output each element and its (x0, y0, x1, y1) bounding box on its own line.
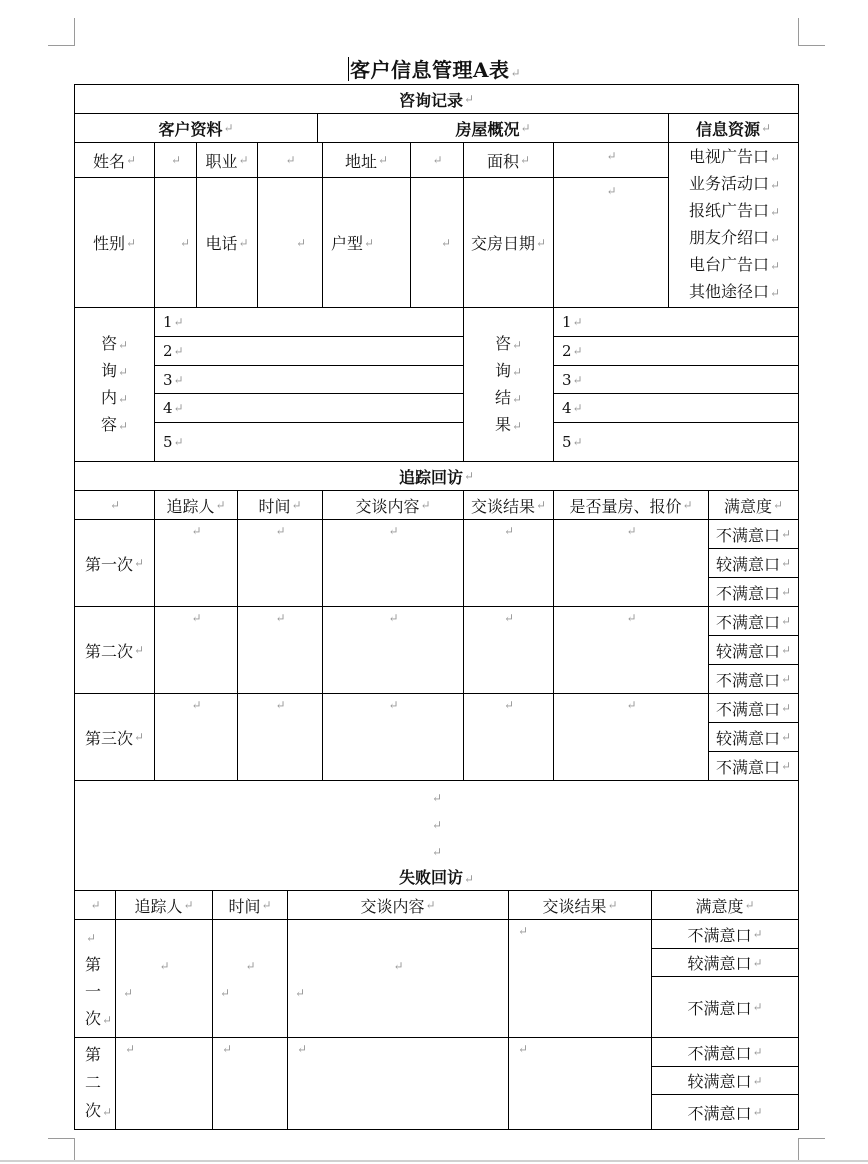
paragraph-mark-icon: ↵ (173, 372, 184, 387)
label-phone: 电话 ↵ (196, 177, 258, 308)
paragraph-mark-icon: ↵ (245, 958, 256, 973)
consult-result-line-1[interactable]: 1 ↵ (553, 307, 799, 337)
paragraph-mark-icon: ↵ (626, 611, 637, 625)
input-layout[interactable] (410, 177, 464, 308)
paragraph-mark-icon: ↵ (238, 153, 249, 167)
paragraph-mark-icon: ↵ (117, 364, 129, 379)
paragraph-mark-icon: ↵ (117, 337, 129, 352)
crop-mark-bottom-left-h (48, 1138, 75, 1139)
paragraph-mark-icon: ↵ (511, 337, 523, 352)
paragraph-mark-icon: ↵ (191, 524, 202, 538)
input-gender[interactable] (154, 177, 197, 308)
followup-row-3-measure-quote[interactable] (553, 693, 709, 781)
paragraph-mark-icon: ↵ (179, 235, 190, 250)
crop-mark-bottom-right-v (798, 1138, 799, 1160)
label-gender: 性别 ↵ (74, 177, 155, 308)
paragraph-mark-icon: ↵ (86, 931, 97, 945)
document-title[interactable]: 客户信息管理A表↵ (350, 58, 522, 82)
paragraph-mark-icon: ↵ (503, 611, 515, 625)
paragraph-mark-icon: ↵ (572, 344, 583, 358)
paragraph-mark-icon: ↵ (780, 643, 792, 657)
consult-content-line-4[interactable]: 4 ↵ (154, 393, 464, 423)
followup-row-2-tracker[interactable] (154, 606, 238, 694)
paragraph-mark-icon: ↵ (770, 232, 781, 246)
paragraph-mark-icon: ↵ (607, 898, 618, 912)
paragraph-mark-icon: ↵ (572, 435, 583, 449)
paragraph-mark-icon: ↵ (173, 315, 184, 329)
label-consult-content: 咨↵ 询↵ 内↵ 容↵ (74, 307, 155, 462)
followup-row-1-tracker[interactable] (154, 519, 238, 607)
paragraph-mark-icon: ↵ (760, 121, 772, 135)
paragraph-mark-icon: ↵ (117, 391, 129, 406)
followup-row-1-satisfaction-1[interactable]: 不满意口 ↵ (708, 519, 799, 549)
consult-result-line-3[interactable]: 3 ↵ (553, 365, 799, 394)
section-title-followup: 追踪回访 ↵ (74, 461, 799, 491)
paragraph-mark-icon: ↵ (133, 730, 145, 744)
paragraph-mark-icon: ↵ (215, 498, 226, 512)
crop-mark-top-right-v (798, 18, 799, 45)
label-delivery-date: 交房日期 ↵ (463, 177, 554, 308)
followup-row-3-result[interactable] (463, 693, 554, 781)
failed-row-2-label: 第 二 次↵ (74, 1037, 116, 1130)
paragraph-mark-icon: ↵ (626, 698, 637, 712)
followup-row-1-satisfaction-3[interactable]: 不满意口 ↵ (708, 577, 799, 607)
paragraph-mark-icon: ↵ (770, 205, 781, 219)
paragraph-mark-icon: ↵ (90, 898, 101, 912)
consult-result-line-5[interactable]: 5 ↵ (553, 422, 799, 462)
failed-row-2-satisfaction-3[interactable]: 不满意口 ↵ (651, 1094, 799, 1130)
paragraph-mark-icon: ↵ (393, 958, 404, 973)
paragraph-mark-icon: ↵ (770, 151, 781, 165)
followup-row-3-satisfaction-3[interactable]: 不满意口 ↵ (708, 751, 799, 781)
input-area[interactable] (553, 142, 669, 178)
followup-header-measure-quote: 是否量房、报价 ↵ (553, 490, 709, 520)
paragraph-mark-icon: ↵ (520, 121, 531, 135)
paragraph-mark-icon: ↵ (388, 524, 399, 538)
page-bottom-edge (0, 1160, 868, 1162)
crop-mark-top-left-h (48, 45, 75, 46)
followup-row-2-satisfaction-3[interactable]: 不满意口 ↵ (708, 664, 799, 694)
paragraph-mark-icon: ↵ (133, 643, 145, 657)
section-title-failed: ↵ ↵ ↵ 失败回访↵ (74, 780, 799, 891)
input-name[interactable] (154, 142, 197, 178)
failed-row-1-time[interactable] (212, 919, 288, 1038)
paragraph-mark-icon: ↵ (572, 372, 583, 387)
paragraph-mark-icon: ↵ (752, 1045, 763, 1059)
failed-row-2-result[interactable] (508, 1037, 652, 1130)
paragraph-mark-icon: ↵ (170, 153, 182, 167)
failed-header-result: 交谈结果 ↵ (508, 890, 652, 920)
failed-row-1-content[interactable] (287, 919, 509, 1038)
paragraph-mark-icon: ↵ (432, 153, 443, 167)
failed-row-2-satisfaction-1[interactable]: 不满意口 ↵ (651, 1037, 799, 1067)
failed-row-1-result[interactable] (508, 919, 652, 1038)
paragraph-mark-icon: ↵ (463, 871, 475, 886)
source-option-newspaper[interactable]: 报纸广告口↵ (689, 201, 781, 220)
failed-header-blank (74, 890, 116, 920)
paragraph-mark-icon: ↵ (744, 898, 755, 912)
followup-row-3-satisfaction-2[interactable]: 较满意口 ↵ (708, 722, 799, 752)
paragraph-mark-icon: ↵ (518, 1042, 529, 1056)
paragraph-mark-icon: ↵ (297, 1042, 308, 1056)
paragraph-mark-icon: ↵ (463, 92, 475, 106)
paragraph-mark-icon: ↵ (780, 730, 792, 744)
paragraph-mark-icon: ↵ (572, 401, 583, 415)
paragraph-mark-icon: ↵ (780, 614, 792, 628)
paragraph-mark-icon: ↵ (173, 435, 184, 449)
paragraph-mark-icon: ↵ (770, 259, 781, 273)
crop-mark-bottom-left-v (74, 1138, 75, 1160)
paragraph-mark-icon: ↵ (752, 1073, 763, 1088)
group-header-customer: 客户资料 ↵ (74, 113, 318, 143)
failed-header-time: 时间 ↵ (212, 890, 288, 920)
paragraph-mark-icon: ↵ (503, 524, 515, 538)
paragraph-mark-icon: ↵ (463, 469, 475, 483)
followup-header-blank (74, 490, 155, 520)
paragraph-mark-icon: ↵ (420, 498, 431, 512)
text-cursor (348, 57, 349, 81)
paragraph-mark-icon: ↵ (222, 1042, 233, 1056)
failed-row-2-tracker[interactable] (115, 1037, 213, 1130)
paragraph-mark-icon: ↵ (285, 153, 296, 167)
paragraph-mark-icon: ↵ (511, 418, 523, 433)
failed-row-1-satisfaction-1[interactable]: 不满意口 ↵ (651, 919, 799, 949)
source-option-event[interactable]: 业务活动口↵ (689, 174, 781, 193)
paragraph-mark-icon: ↵ (431, 844, 443, 859)
group-header-source: 信息资源 ↵ (668, 113, 799, 143)
source-option-radio[interactable]: 电台广告口↵ (689, 255, 781, 274)
paragraph-mark-icon: ↵ (291, 498, 302, 512)
failed-row-1-satisfaction-3[interactable]: 不满意口 ↵ (651, 976, 799, 1038)
followup-row-3-tracker[interactable] (154, 693, 238, 781)
followup-row-2-satisfaction-2[interactable]: 较满意口 ↵ (708, 635, 799, 665)
paragraph-mark-icon: ↵ (606, 149, 617, 163)
followup-row-3-time[interactable] (237, 693, 323, 781)
followup-row-3-label: 第三次 ↵ (74, 693, 155, 781)
label-area: 面积 ↵ (463, 142, 554, 178)
failed-header-satisfaction: 满意度 ↵ (651, 890, 799, 920)
paragraph-mark-icon: ↵ (780, 759, 792, 773)
followup-row-2-label: 第二次 ↵ (74, 606, 155, 694)
paragraph-mark-icon: ↵ (440, 235, 451, 250)
paragraph-mark-icon: ↵ (261, 898, 272, 912)
label-layout: 户型 ↵ (322, 177, 411, 308)
input-job[interactable] (257, 142, 323, 178)
paragraph-mark-icon: ↵ (220, 985, 231, 1000)
failed-header-tracker: 追踪人 ↵ (115, 890, 213, 920)
crop-mark-top-right-h (798, 45, 825, 46)
failed-row-2-content[interactable] (287, 1037, 509, 1130)
crop-mark-top-left-v (74, 18, 75, 45)
paragraph-mark-icon: ↵ (102, 1013, 113, 1027)
paragraph-mark-icon: ↵ (510, 66, 522, 80)
failed-row-1-satisfaction-2[interactable]: 较满意口 ↵ (651, 948, 799, 977)
paragraph-mark-icon: ↵ (511, 364, 523, 379)
paragraph-mark-icon: ↵ (388, 698, 399, 712)
paragraph-mark-icon: ↵ (503, 698, 515, 712)
followup-row-1-measure-quote[interactable] (553, 519, 709, 607)
paragraph-mark-icon: ↵ (626, 524, 637, 538)
paragraph-mark-icon: ↵ (425, 898, 436, 912)
paragraph-mark-icon: ↵ (780, 527, 792, 541)
paragraph-mark-icon: ↵ (772, 498, 784, 512)
followup-row-2-result[interactable] (463, 606, 554, 694)
followup-header-time: 时间 ↵ (237, 490, 323, 520)
source-option-other[interactable]: 其他途径口↵ (689, 282, 781, 301)
paragraph-mark-icon: ↵ (780, 701, 792, 715)
paragraph-mark-icon: ↵ (780, 556, 792, 570)
paragraph-mark-icon: ↵ (431, 790, 443, 805)
paragraph-mark-icon: ↵ (780, 672, 792, 686)
followup-row-3-satisfaction-1[interactable]: 不满意口 ↵ (708, 693, 799, 723)
input-phone[interactable] (257, 177, 323, 308)
paragraph-mark-icon: ↵ (780, 585, 792, 599)
paragraph-mark-icon: ↵ (125, 153, 137, 167)
paragraph-mark-icon: ↵ (682, 498, 693, 512)
followup-row-1-content[interactable] (322, 519, 464, 607)
paragraph-mark-icon: ↵ (159, 958, 170, 973)
paragraph-mark-icon: ↵ (125, 1042, 136, 1056)
followup-row-2-measure-quote[interactable] (553, 606, 709, 694)
failed-row-1-label: ↵ 第 一 次↵ (74, 919, 116, 1038)
followup-header-tracker: 追踪人 ↵ (154, 490, 238, 520)
followup-row-2-content[interactable] (322, 606, 464, 694)
paragraph-mark-icon: ↵ (191, 611, 202, 625)
consult-content-line-5[interactable]: 5 ↵ (154, 422, 464, 462)
paragraph-mark-icon: ↵ (275, 611, 286, 625)
paragraph-mark-icon: ↵ (109, 498, 121, 512)
failed-row-2-time[interactable] (212, 1037, 288, 1130)
label-name: 姓名 ↵ (74, 142, 155, 178)
paragraph-mark-icon: ↵ (238, 235, 249, 250)
paragraph-mark-icon: ↵ (752, 1105, 763, 1119)
followup-row-3-content[interactable] (322, 693, 464, 781)
paragraph-mark-icon: ↵ (295, 235, 306, 250)
followup-row-1-satisfaction-2[interactable]: 较满意口 ↵ (708, 548, 799, 578)
input-delivery-date[interactable] (553, 177, 669, 308)
paragraph-mark-icon: ↵ (535, 235, 547, 250)
failed-row-1-tracker[interactable] (115, 919, 213, 1038)
consult-content-line-3[interactable]: 3 ↵ (154, 365, 464, 394)
followup-header-satisfaction: 满意度 ↵ (708, 490, 799, 520)
paragraph-mark-icon: ↵ (123, 985, 134, 1000)
paragraph-mark-icon: ↵ (606, 184, 617, 198)
source-option-tv[interactable]: 电视广告口↵ (689, 147, 781, 166)
paragraph-mark-icon: ↵ (133, 556, 145, 570)
label-consult-result: 咨↵ 询↵ 结↵ 果↵ (463, 307, 554, 462)
followup-header-content: 交谈内容 ↵ (322, 490, 464, 520)
consult-content-line-2[interactable]: 2 ↵ (154, 336, 464, 366)
group-header-house: 房屋概况 ↵ (317, 113, 669, 143)
paragraph-mark-icon: ↵ (431, 817, 443, 832)
paragraph-mark-icon: ↵ (518, 924, 529, 938)
paragraph-mark-icon: ↵ (295, 985, 306, 1000)
paragraph-mark-icon: ↵ (752, 955, 763, 970)
paragraph-mark-icon: ↵ (173, 344, 184, 358)
paragraph-mark-icon: ↵ (275, 524, 286, 538)
followup-row-2-time[interactable] (237, 606, 323, 694)
consult-result-line-4[interactable]: 4 ↵ (553, 393, 799, 423)
paragraph-mark-icon: ↵ (519, 153, 531, 167)
paragraph-mark-icon: ↵ (535, 498, 547, 512)
followup-row-1-result[interactable] (463, 519, 554, 607)
paragraph-mark-icon: ↵ (183, 898, 194, 912)
paragraph-mark-icon: ↵ (173, 401, 184, 415)
label-job: 职业 ↵ (196, 142, 258, 178)
paragraph-mark-icon: ↵ (511, 391, 523, 406)
paragraph-mark-icon: ↵ (388, 611, 399, 625)
source-options (668, 142, 799, 308)
paragraph-mark-icon: ↵ (275, 698, 286, 712)
followup-row-1-time[interactable] (237, 519, 323, 607)
paragraph-mark-icon: ↵ (752, 1000, 763, 1014)
paragraph-mark-icon: ↵ (125, 235, 137, 250)
failed-header-content: 交谈内容 ↵ (287, 890, 509, 920)
crop-mark-bottom-right-h (798, 1138, 825, 1139)
paragraph-mark-icon: ↵ (223, 121, 234, 135)
consult-result-line-2[interactable]: 2 ↵ (553, 336, 799, 366)
paragraph-mark-icon: ↵ (191, 698, 202, 712)
paragraph-mark-icon: ↵ (770, 286, 781, 300)
source-option-friend[interactable]: 朋友介绍口↵ (689, 228, 781, 247)
paragraph-mark-icon: ↵ (102, 1105, 113, 1119)
failed-row-2-satisfaction-2[interactable]: 较满意口 ↵ (651, 1066, 799, 1095)
followup-header-result: 交谈结果 ↵ (463, 490, 554, 520)
paragraph-mark-icon: ↵ (364, 235, 375, 250)
paragraph-mark-icon: ↵ (752, 927, 763, 941)
followup-row-2-satisfaction-1[interactable]: 不满意口 ↵ (708, 606, 799, 636)
label-address: 地址 ↵ (322, 142, 411, 178)
paragraph-mark-icon: ↵ (770, 178, 781, 192)
followup-row-1-label: 第一次 ↵ (74, 519, 155, 607)
consult-content-line-1[interactable]: 1 ↵ (154, 307, 464, 337)
paragraph-mark-icon: ↵ (117, 418, 129, 433)
input-address[interactable] (410, 142, 464, 178)
paragraph-mark-icon: ↵ (572, 315, 583, 329)
section-title-consult: 咨询记录 ↵ (74, 84, 799, 114)
paragraph-mark-icon: ↵ (377, 153, 389, 167)
